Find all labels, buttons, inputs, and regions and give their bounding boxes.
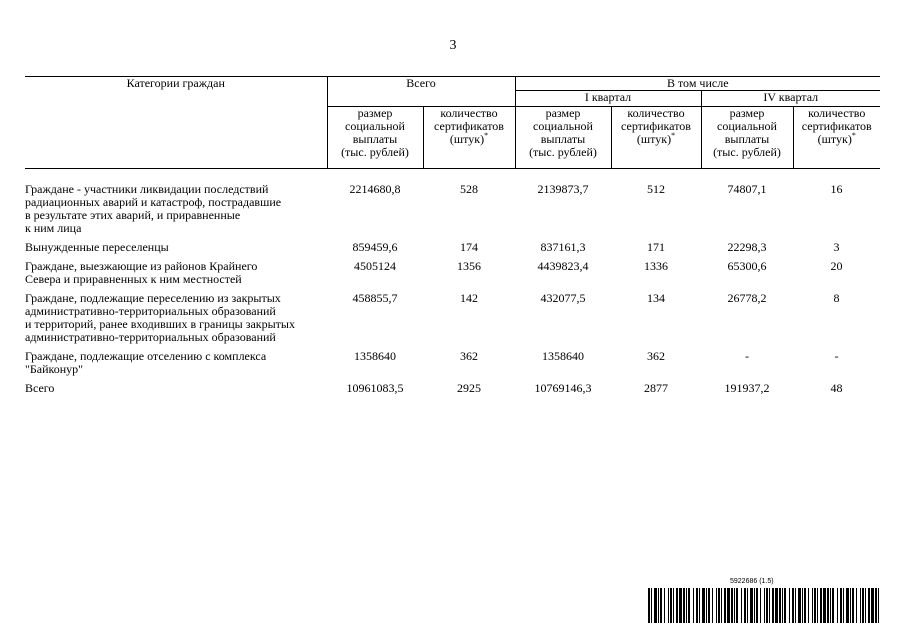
cell-total-payment: 2214680,8: [349, 182, 401, 196]
header-q4-count: количество сертификатов (штук)*: [793, 107, 880, 169]
row-category: Всего: [25, 381, 55, 395]
header-category: Категории граждан: [25, 77, 327, 169]
row-category: Граждане, подлежащие отселению с комплекса "Байконур": [25, 349, 267, 376]
cell-q1-payment: 837161,3: [540, 240, 586, 254]
cell-total-count: 142: [460, 291, 478, 305]
cell-total-payment: 4505124: [354, 259, 396, 273]
cell-total-count: 1356: [457, 259, 481, 273]
header-total: Всего: [327, 77, 515, 107]
row-category: Граждане, выезжающие из районов Крайнего Севера и приравненных к ним местностей: [25, 259, 258, 286]
citizens-payment-table: [25, 76, 880, 398]
cell-total-payment: 10961083,5: [346, 381, 404, 395]
cell-q1-payment: 4439823,4: [537, 259, 589, 273]
row-category: Вынужденные переселенцы: [25, 240, 169, 254]
header-including: В том числе: [515, 77, 880, 91]
barcode-number: 5922686 (1.5): [730, 578, 774, 585]
cell-q4-payment: 191937,2: [724, 381, 770, 395]
cell-total-count: 2925: [457, 381, 481, 395]
table-row-total: [25, 379, 880, 398]
table-row: [25, 169, 880, 239]
cell-q4-payment: 22298,3: [727, 240, 767, 254]
cell-q4-count: 48: [830, 381, 843, 395]
cell-q4-payment: 26778,2: [727, 291, 767, 305]
cell-total-payment: 859459,6: [352, 240, 398, 254]
cell-q1-count: 171: [647, 240, 665, 254]
header-total-count: количество сертификатов (штук)*: [423, 107, 515, 169]
cell-q1-count: 134: [647, 291, 665, 305]
cell-q1-payment: 1358640: [542, 349, 584, 363]
cell-q4-payment: -: [745, 349, 749, 363]
row-category: Граждане - участники ликвидации последствий радиационных аварий и катастроф, пострадавшие в результате этих аварий, и приравненные к ним лица: [25, 182, 282, 235]
row-category: Граждане, подлежащие переселению из закрытых административно-территориальных образований и территорий, ранее входивших в границы закрытых административно-территориальных образований: [25, 291, 295, 344]
cell-total-count: 174: [460, 240, 478, 254]
table-row: [25, 257, 880, 289]
cell-q4-payment: 65300,6: [727, 259, 767, 273]
header-q4-payment: размер социальной выплаты (тыс. рублей): [701, 107, 793, 169]
cell-q1-payment: 2139873,7: [537, 182, 589, 196]
cell-total-count: 362: [460, 349, 478, 363]
header-q1-count: количество сертификатов (штук)*: [611, 107, 701, 169]
cell-q1-count: 512: [647, 182, 665, 196]
cell-q1-count: 2877: [644, 381, 668, 395]
header-q1: I квартал: [515, 91, 701, 107]
cell-q4-count: 20: [830, 259, 843, 273]
cell-q1-count: 1336: [644, 259, 668, 273]
cell-q1-count: 362: [647, 349, 665, 363]
cell-q4-count: 16: [830, 182, 843, 196]
cell-total-count: 528: [460, 182, 478, 196]
page-number: 3: [449, 38, 457, 53]
cell-total-payment: 1358640: [354, 349, 396, 363]
header-q4: IV квартал: [701, 91, 880, 107]
header-total-payment: размер социальной выплаты (тыс. рублей): [327, 107, 423, 169]
cell-q4-count: 3: [833, 240, 840, 254]
table-row: [25, 347, 880, 379]
cell-q1-payment: 432077,5: [540, 291, 586, 305]
cell-q4-count: 8: [833, 291, 840, 305]
header-q1-payment: размер социальной выплаты (тыс. рублей): [515, 107, 611, 169]
table-row: [25, 289, 880, 347]
table-row: [25, 238, 880, 257]
cell-total-payment: 458855,7: [352, 291, 398, 305]
cell-q1-payment: 10769146,3: [534, 381, 592, 395]
cell-q4-payment: 74807,1: [727, 182, 767, 196]
cell-q4-count: -: [834, 349, 839, 363]
barcode: [648, 588, 880, 623]
